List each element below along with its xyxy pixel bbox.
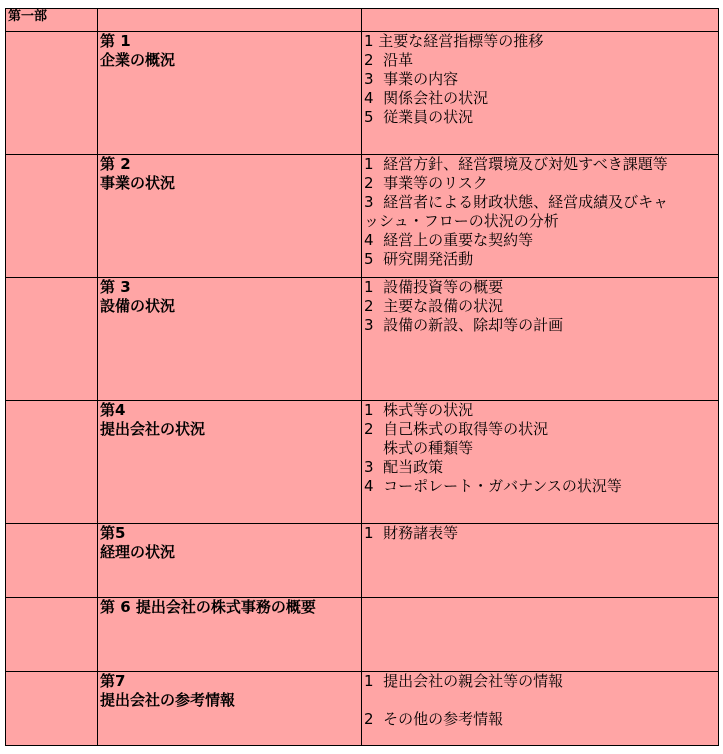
chapter-number: 第 3 — [100, 278, 131, 296]
item-text: 1 設備投資等の概要 — [364, 278, 504, 296]
item-text — [364, 691, 718, 710]
chapter-items — [362, 598, 719, 672]
chapter-items — [362, 672, 719, 746]
empty-cell — [6, 32, 98, 155]
item-text: 2 主要な設備の状況 — [364, 297, 504, 315]
chapter-row — [6, 672, 719, 746]
header-empty-cell — [98, 9, 362, 32]
chapter-row — [6, 401, 719, 524]
empty-cell — [6, 155, 98, 278]
chapter-name: 企業の概況 — [100, 51, 176, 69]
chapter-row — [6, 524, 719, 598]
part-label: 第一部 — [6, 9, 98, 32]
empty-cell — [6, 598, 98, 672]
chapter-number: 第 1 — [100, 32, 131, 50]
chapter-title — [98, 278, 362, 401]
chapter-name: 提出会社の参考情報 — [100, 691, 236, 709]
item-text: 1 財務諸表等 — [364, 524, 459, 542]
chapter-title — [98, 401, 362, 524]
chapter-number: 第5 — [100, 524, 126, 542]
item-text: 4 経営上の重要な契約等 — [364, 231, 534, 249]
chapter-title — [98, 155, 362, 278]
item-text: 3 事業の内容 — [364, 70, 459, 88]
chapter-number: 第 6 提出会社の株式事務の概要 — [100, 598, 316, 616]
header-empty-cell — [362, 9, 719, 32]
item-text: 3 配当政策 — [364, 458, 444, 476]
chapter-row — [6, 278, 719, 401]
item-text: 2 その他の参考情報 — [364, 710, 504, 728]
item-text: 4 関係会社の状況 — [364, 89, 489, 107]
chapter-items — [362, 32, 719, 155]
chapter-number: 第4 — [100, 401, 126, 419]
chapter-number: 第 2 — [100, 155, 131, 173]
item-text: 2 事業等のリスク — [364, 174, 488, 192]
chapter-name: 設備の状況 — [100, 297, 176, 315]
header-row — [6, 9, 719, 32]
chapter-title — [98, 598, 362, 672]
item-text: 2 自己株式の取得等の状況 — [364, 420, 549, 438]
chapter-items — [362, 278, 719, 401]
item-text: 1 株式等の状況 — [364, 401, 474, 419]
chapter-title — [98, 672, 362, 746]
empty-cell — [6, 524, 98, 598]
item-text: 1 経営方針、経営環境及び対処すべき課題等 — [364, 155, 668, 173]
chapter-row — [6, 598, 719, 672]
item-text: 株式の種類等 — [364, 439, 474, 457]
chapter-name: 事業の状況 — [100, 174, 176, 192]
item-text: 2 沿革 — [364, 51, 414, 69]
chapter-name: 提出会社の状況 — [100, 420, 206, 438]
chapter-row — [6, 32, 719, 155]
item-text: 1 主要な経営指標等の推移 — [364, 32, 544, 50]
empty-cell — [6, 278, 98, 401]
chapter-name: 経理の状況 — [100, 543, 176, 561]
item-text: ッシュ・フローの状況の分析 — [364, 212, 559, 230]
item-text: 4 コーポレート・ガバナンスの状況等 — [364, 477, 622, 495]
chapter-number: 第7 — [100, 672, 126, 690]
chapter-row — [6, 155, 719, 278]
empty-cell — [6, 401, 98, 524]
toc-table — [5, 8, 719, 746]
item-text: 3 設備の新設、除却等の計画 — [364, 316, 564, 334]
item-text: 5 研究開発活動 — [364, 250, 474, 268]
chapter-items — [362, 524, 719, 598]
item-text: 1 提出会社の親会社等の情報 — [364, 672, 564, 690]
chapter-title — [98, 32, 362, 155]
item-text: 3 経営者による財政状態、経営成績及びキャ — [364, 193, 669, 211]
chapter-items — [362, 155, 719, 278]
empty-cell — [6, 672, 98, 746]
chapter-items — [362, 401, 719, 524]
chapter-title — [98, 524, 362, 598]
item-text: 5 従業員の状況 — [364, 108, 474, 126]
